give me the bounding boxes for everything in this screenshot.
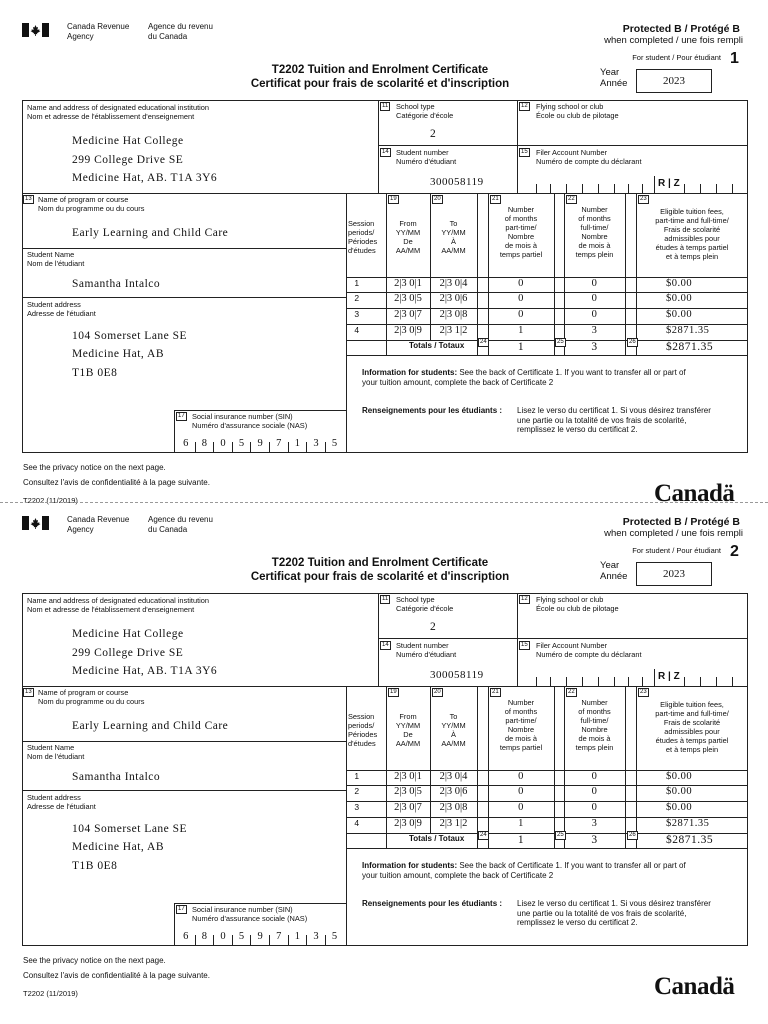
session-to: 2|3 0|4 xyxy=(439,278,468,289)
session-part-time: 1 xyxy=(518,818,524,829)
filer-tick xyxy=(642,184,643,193)
filer-tick xyxy=(700,677,701,686)
session-part-time: 0 xyxy=(518,786,524,797)
student-number-value: 300058119 xyxy=(430,176,484,188)
session-fees: $0.00 xyxy=(666,278,693,289)
privacy-notice-en: See the privacy notice on the next page. xyxy=(23,463,166,472)
certificate-number: 1 xyxy=(730,50,739,67)
year-field: 2023 xyxy=(636,69,712,93)
address-line1: 104 Somerset Lane SE xyxy=(72,823,188,835)
canada-flag-icon xyxy=(22,516,49,530)
to-header: To YY/MM À AA/MM xyxy=(441,712,466,748)
total-fees: $2871.35 xyxy=(666,834,714,846)
box-number: 20 xyxy=(434,689,441,695)
box-number: 19 xyxy=(390,689,397,695)
filer-tick xyxy=(550,677,551,686)
for-student-label: For student / Pour étudiant xyxy=(632,546,721,555)
box-number: 14 xyxy=(382,642,389,648)
institution-street: 299 College Drive SE xyxy=(72,647,184,659)
institution-label: Name and address of designated educational institution Nom et adresse de l'établissement d'enseignement xyxy=(27,103,210,121)
session-to: 2|3 1|2 xyxy=(439,325,468,336)
session-header: Session periods/ Périodes d'études xyxy=(348,712,378,748)
filer-tick xyxy=(582,677,583,686)
filer-tick xyxy=(628,677,629,686)
address-line1: 104 Somerset Lane SE xyxy=(72,330,188,342)
year-field: 2023 xyxy=(636,562,712,586)
session-to: 2|3 0|8 xyxy=(439,309,468,320)
sin-digit: 0 xyxy=(220,931,227,942)
info-students-title: Information for students: xyxy=(362,368,458,377)
session-period: 1 xyxy=(354,278,360,288)
box-number: 24 xyxy=(480,339,487,345)
certificate-1 xyxy=(0,14,768,507)
institution-name: Medicine Hat College xyxy=(72,628,184,640)
session-period: 1 xyxy=(354,771,360,781)
session-period: 3 xyxy=(354,309,360,319)
box-number: 17 xyxy=(178,906,185,912)
filer-tick xyxy=(628,184,629,193)
session-to: 2|3 1|2 xyxy=(439,818,468,829)
total-part-time: 1 xyxy=(517,834,525,846)
sin-digit: 5 xyxy=(331,438,338,449)
session-fees: $0.00 xyxy=(666,771,693,782)
student-number-label: Student number Numéro d'étudiant xyxy=(396,641,457,659)
filer-tick xyxy=(598,184,599,193)
student-number-value: 300058119 xyxy=(430,669,484,681)
address-line3: T1B 0E8 xyxy=(72,367,118,379)
address-line2: Medicine Hat, AB xyxy=(72,841,164,853)
filer-tick xyxy=(550,184,551,193)
session-part-time: 0 xyxy=(518,771,524,782)
box-number: 12 xyxy=(521,103,528,109)
to-header: To YY/MM À AA/MM xyxy=(441,219,466,255)
school-type-label: School type Catégorie d'école xyxy=(396,595,454,613)
full-time-header: Number of months full-time/ Nombre de mois à temps plein xyxy=(575,698,614,752)
filer-tick xyxy=(536,184,537,193)
sin-digit: 6 xyxy=(183,931,189,942)
total-full-time: 3 xyxy=(591,834,598,846)
session-fees: $2871.35 xyxy=(666,325,710,336)
filer-account-label: Filer Account Number Numéro de compte du déclarant xyxy=(536,148,642,166)
year-label: Year Année xyxy=(600,67,628,89)
certificate-number: 2 xyxy=(730,543,739,560)
filer-tick xyxy=(684,184,685,193)
session-to: 2|3 0|8 xyxy=(439,802,468,813)
filer-tick xyxy=(732,677,733,686)
agency-name-en: Canada Revenue Agency xyxy=(67,515,130,534)
filer-tick xyxy=(598,677,599,686)
program-label: Name of program or course Nom du programme ou du cours xyxy=(38,195,145,213)
session-part-time: 0 xyxy=(518,802,524,813)
info-students-title: Information for students: xyxy=(362,861,458,870)
institution-city: Medicine Hat, AB. T1A 3Y6 xyxy=(72,172,218,184)
filer-tick xyxy=(684,677,685,686)
filer-tick xyxy=(614,677,615,686)
total-fees: $2871.35 xyxy=(666,341,714,353)
sin-digit: 5 xyxy=(238,931,245,942)
box-number: 23 xyxy=(640,196,647,202)
fees-header: Eligible tuition fees, part-time and full-time/ Frais de scolarité admissibles pour études à temps partiel et à temps plein xyxy=(655,700,729,754)
box-number: 13 xyxy=(25,196,32,202)
rz-label: R | Z xyxy=(658,671,680,682)
form-title-fr: Certificat pour frais de scolarité et d'inscription xyxy=(250,571,510,583)
sin-label: Social insurance number (SIN) Numéro d'assurance sociale (NAS) xyxy=(192,905,308,923)
session-to: 2|3 0|6 xyxy=(439,293,468,304)
form-title-en: T2202 Tuition and Enrolment Certificate xyxy=(271,64,489,76)
session-from: 2|3 0|9 xyxy=(394,325,422,336)
renseignements-text: Lisez le verso du certificat 1. Si vous désirez transférer une partie ou la totalité de vos frais de scolarité, remplissez le verso du certificat 2. xyxy=(517,406,711,434)
session-from: 2|3 0|5 xyxy=(394,293,422,304)
student-name-label: Student Name Nom de l'étudiant xyxy=(27,250,85,268)
box-number: 15 xyxy=(521,149,528,155)
session-from: 2|3 0|5 xyxy=(394,786,422,797)
session-to: 2|3 0|6 xyxy=(439,786,468,797)
total-full-time: 3 xyxy=(591,341,598,353)
filer-account-label: Filer Account Number Numéro de compte du déclarant xyxy=(536,641,642,659)
renseignements-title: Renseignements pour les étudiants : xyxy=(362,406,503,415)
privacy-notice-en: See the privacy notice on the next page. xyxy=(23,956,166,965)
sin-digit: 8 xyxy=(201,931,208,942)
info-students-text: See the back of Certificate 1. If you want to transfer all or part of your tuition amount, complete the back of Certificate 2 xyxy=(362,861,686,880)
filer-tick xyxy=(716,184,717,193)
certificate-2 xyxy=(0,507,768,1000)
filer-tick xyxy=(566,184,567,193)
program-value: Early Learning and Child Care xyxy=(72,720,229,732)
student-name-value: Samantha Intalco xyxy=(72,771,161,783)
for-student-label: For student / Pour étudiant xyxy=(632,53,721,62)
box-number: 19 xyxy=(390,196,397,202)
box-number: 14 xyxy=(382,149,389,155)
filer-tick xyxy=(700,184,701,193)
renseignements-text: Lisez le verso du certificat 1. Si vous désirez transférer une partie ou la totalité de vos frais de scolarité, remplissez le verso du certificat 2. xyxy=(517,899,711,927)
session-period: 2 xyxy=(354,293,360,303)
sin-label: Social insurance number (SIN) Numéro d'assurance sociale (NAS) xyxy=(192,412,308,430)
filer-tick xyxy=(732,184,733,193)
when-completed-label: when completed / une fois rempli xyxy=(604,35,743,46)
sin-digit: 3 xyxy=(313,438,320,449)
box-number: 11 xyxy=(382,596,389,602)
sin-digit: 0 xyxy=(220,438,227,449)
session-full-time: 0 xyxy=(591,278,598,289)
info-students-text: See the back of Certificate 1. If you want to transfer all or part of your tuition amount, complete the back of Certificate 2 xyxy=(362,368,686,387)
sin-digit: 5 xyxy=(331,931,338,942)
filer-tick xyxy=(582,184,583,193)
student-address-label: Student address Adresse de l'étudiant xyxy=(27,300,96,318)
box-number: 22 xyxy=(568,196,575,202)
session-fees: $0.00 xyxy=(666,309,693,320)
program-value: Early Learning and Child Care xyxy=(72,227,229,239)
box-number: 25 xyxy=(557,832,564,838)
box-number: 21 xyxy=(492,689,499,695)
form-id: T2202 (11/2019) xyxy=(23,496,78,505)
box-number: 15 xyxy=(521,642,528,648)
session-to: 2|3 0|4 xyxy=(439,771,468,782)
box-number: 25 xyxy=(557,339,564,345)
info-students xyxy=(362,861,742,880)
totals-label: Totals / Totaux xyxy=(409,341,465,350)
from-header: From YY/MM De AA/MM xyxy=(395,219,421,255)
full-time-header: Number of months full-time/ Nombre de mois à temps plein xyxy=(575,205,614,259)
privacy-notice-fr: Consultez l'avis de confidentialité à la page suivante. xyxy=(23,478,210,487)
session-from: 2|3 0|7 xyxy=(394,309,422,320)
sin-digit: 8 xyxy=(201,438,208,449)
box-number: 23 xyxy=(640,689,647,695)
sin-digit: 7 xyxy=(276,931,282,942)
session-from: 2|3 0|1 xyxy=(394,771,422,782)
form-title-fr: Certificat pour frais de scolarité et d'inscription xyxy=(250,78,510,90)
rz-label: R | Z xyxy=(658,178,680,189)
sin-digit: 5 xyxy=(238,438,245,449)
protected-label: Protected B / Protégé B xyxy=(622,516,740,528)
school-type-value: 2 xyxy=(430,128,437,140)
session-part-time: 0 xyxy=(518,309,524,320)
sin-digit: 1 xyxy=(294,931,301,942)
canada-flag-icon xyxy=(22,23,49,37)
student-address-label: Student address Adresse de l'étudiant xyxy=(27,793,96,811)
filer-tick xyxy=(614,184,615,193)
session-fees: $0.00 xyxy=(666,802,693,813)
box-number: 26 xyxy=(629,339,636,345)
session-period: 4 xyxy=(354,818,360,828)
box-number: 17 xyxy=(178,413,185,419)
session-fees: $0.00 xyxy=(666,786,693,797)
part-time-header: Number of months part-time/ Nombre de mois à temps partiel xyxy=(499,205,543,259)
filer-tick xyxy=(642,677,643,686)
session-full-time: 3 xyxy=(591,818,598,829)
canada-wordmark: Canadä xyxy=(654,480,735,507)
session-period: 4 xyxy=(354,325,360,335)
session-from: 2|3 0|7 xyxy=(394,802,422,813)
sin-digit: 7 xyxy=(276,438,282,449)
total-part-time: 1 xyxy=(517,341,525,353)
box-number: 24 xyxy=(480,832,487,838)
privacy-notice-fr: Consultez l'avis de confidentialité à la page suivante. xyxy=(23,971,210,980)
renseignements-title: Renseignements pour les étudiants : xyxy=(362,899,503,908)
box-number: 22 xyxy=(568,689,575,695)
year-label: Year Année xyxy=(600,560,628,582)
when-completed-label: when completed / une fois rempli xyxy=(604,528,743,539)
session-full-time: 3 xyxy=(591,325,598,336)
totals-label: Totals / Totaux xyxy=(409,834,465,843)
part-time-header: Number of months part-time/ Nombre de mois à temps partiel xyxy=(499,698,543,752)
sin-digit: 9 xyxy=(257,931,264,942)
session-part-time: 0 xyxy=(518,293,524,304)
school-type-value: 2 xyxy=(430,621,437,633)
session-header: Session periods/ Périodes d'études xyxy=(348,219,378,255)
info-students xyxy=(362,368,742,387)
agency-name-fr: Agence du revenu du Canada xyxy=(148,22,213,41)
flying-school-label: Flying school or club École ou club de pilotage xyxy=(536,595,619,613)
session-full-time: 0 xyxy=(591,771,598,782)
student-name-label: Student Name Nom de l'étudiant xyxy=(27,743,85,761)
program-label: Name of program or course Nom du programme ou du cours xyxy=(38,688,145,706)
session-from: 2|3 0|9 xyxy=(394,818,422,829)
student-name-value: Samantha Intalco xyxy=(72,278,161,290)
student-number-label: Student number Numéro d'étudiant xyxy=(396,148,457,166)
filer-tick xyxy=(536,677,537,686)
institution-street: 299 College Drive SE xyxy=(72,154,184,166)
session-period: 2 xyxy=(354,786,360,796)
institution-name: Medicine Hat College xyxy=(72,135,184,147)
flying-school-label: Flying school or club École ou club de pilotage xyxy=(536,102,619,120)
session-full-time: 0 xyxy=(591,309,598,320)
address-line2: Medicine Hat, AB xyxy=(72,348,164,360)
sin-digit: 3 xyxy=(313,931,320,942)
box-number: 13 xyxy=(25,689,32,695)
filer-tick xyxy=(716,677,717,686)
session-full-time: 0 xyxy=(591,802,598,813)
institution-city: Medicine Hat, AB. T1A 3Y6 xyxy=(72,665,218,677)
filer-tick xyxy=(566,677,567,686)
session-fees: $2871.35 xyxy=(666,818,710,829)
session-part-time: 0 xyxy=(518,278,524,289)
address-line3: T1B 0E8 xyxy=(72,860,118,872)
box-number: 21 xyxy=(492,196,499,202)
session-period: 3 xyxy=(354,802,360,812)
form-title-en: T2202 Tuition and Enrolment Certificate xyxy=(271,557,489,569)
agency-name-fr: Agence du revenu du Canada xyxy=(148,515,213,534)
institution-label: Name and address of designated educational institution Nom et adresse de l'établissement d'enseignement xyxy=(27,596,210,614)
session-full-time: 0 xyxy=(591,293,598,304)
box-number: 26 xyxy=(629,832,636,838)
session-from: 2|3 0|1 xyxy=(394,278,422,289)
sin-digit: 6 xyxy=(183,438,189,449)
protected-label: Protected B / Protégé B xyxy=(622,23,740,35)
canada-wordmark: Canadä xyxy=(654,973,735,1000)
sin-digit: 1 xyxy=(294,438,301,449)
agency-name-en: Canada Revenue Agency xyxy=(67,22,130,41)
box-number: 11 xyxy=(382,103,389,109)
form-id: T2202 (11/2019) xyxy=(23,989,78,998)
box-number: 12 xyxy=(521,596,528,602)
from-header: From YY/MM De AA/MM xyxy=(395,712,421,748)
session-part-time: 1 xyxy=(518,325,524,336)
fees-header: Eligible tuition fees, part-time and full-time/ Frais de scolarité admissibles pour études à temps partiel et à temps plein xyxy=(655,207,729,261)
sin-digit: 9 xyxy=(257,438,264,449)
certificate-separator xyxy=(0,502,768,503)
school-type-label: School type Catégorie d'école xyxy=(396,102,454,120)
session-full-time: 0 xyxy=(591,786,598,797)
session-fees: $0.00 xyxy=(666,293,693,304)
box-number: 20 xyxy=(434,196,441,202)
